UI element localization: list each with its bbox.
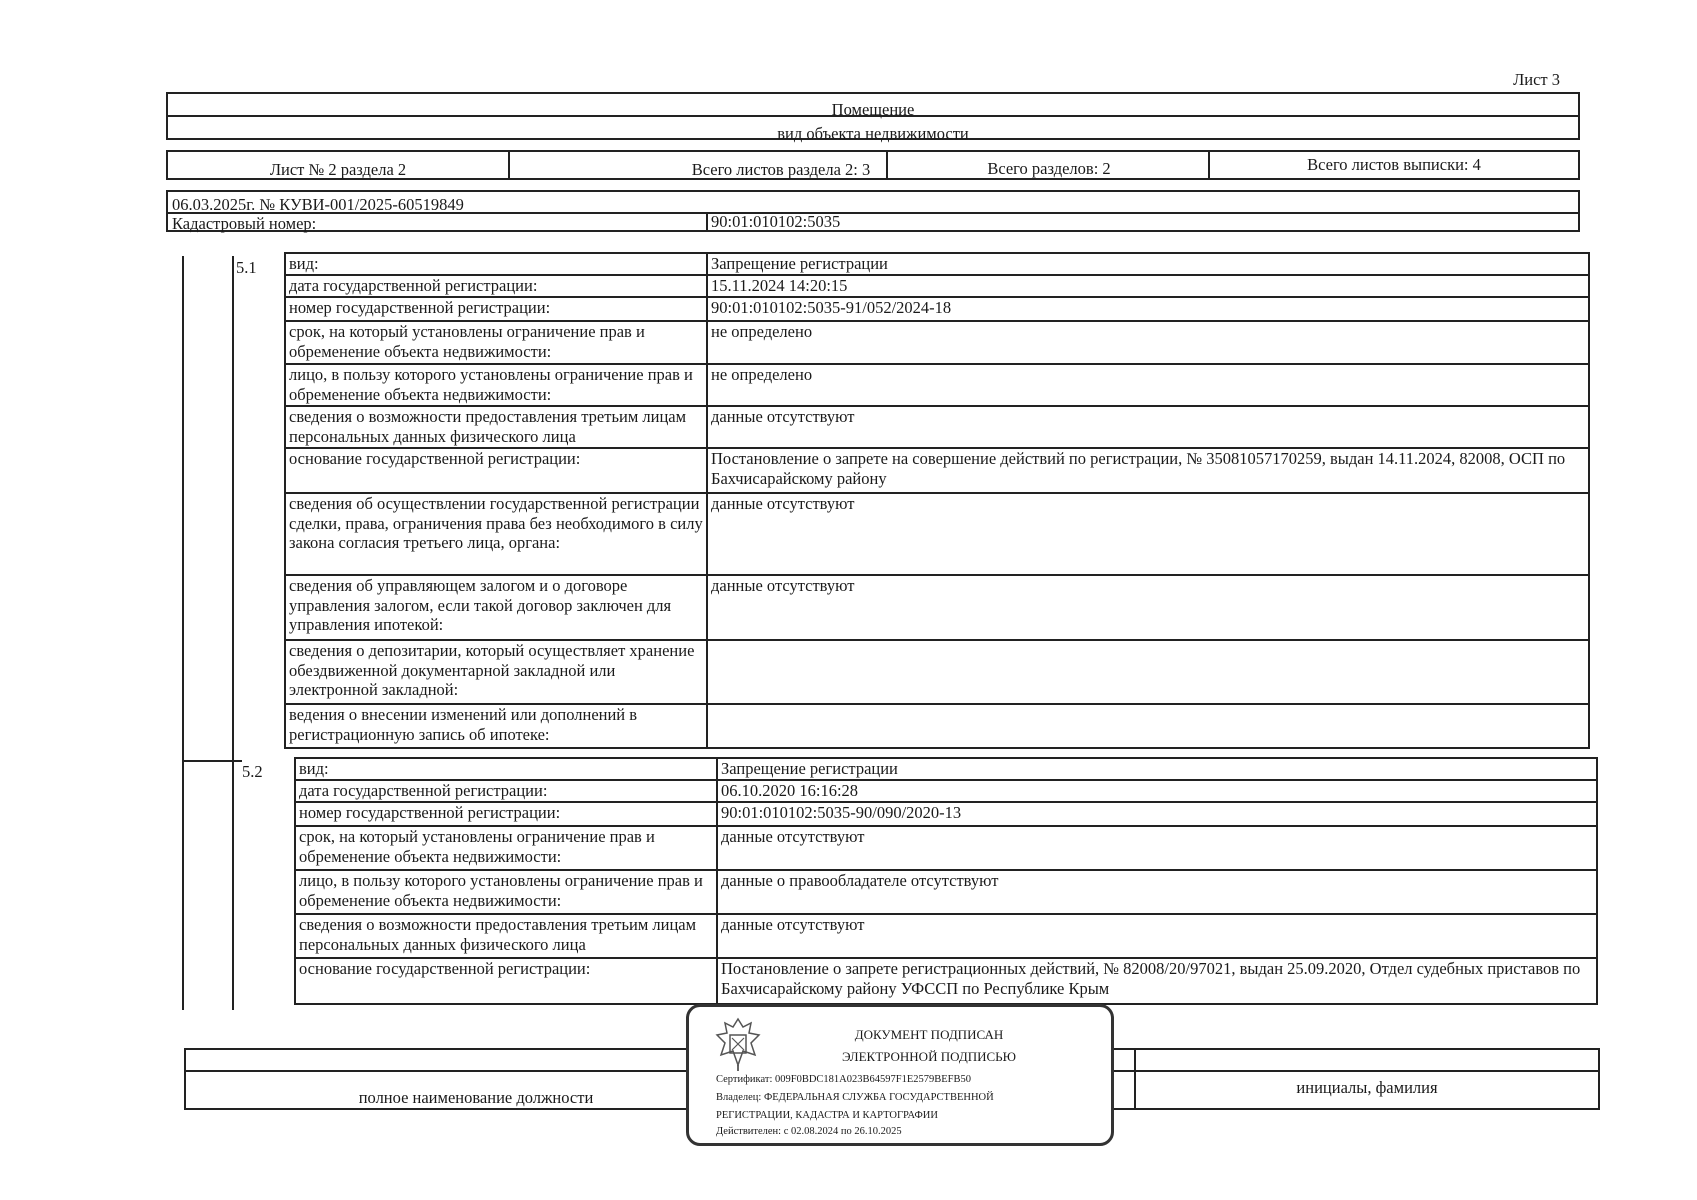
entry-number: 5.2: [242, 762, 263, 781]
row-value: Запрещение регистрации: [717, 758, 1597, 780]
row-label: дата государственной регистрации:: [295, 780, 717, 802]
stamp-certificate: Сертификат: 009F0BDC181A023B64597F1E2579BEFB50: [716, 1074, 972, 1085]
total-sheets-extract: Всего листов выписки: 4: [1307, 155, 1481, 174]
stamp-valid: Действителен: с 02.08.2024 по 26.10.2025: [716, 1126, 902, 1137]
row-label: ведения о внесении изменений или дополнений в регистрационную запись об ипотеке:: [285, 704, 707, 748]
row-value: не определено: [707, 364, 1589, 406]
row-label: номер государственной регистрации:: [285, 297, 707, 321]
row-value: данные отсутствуют: [717, 914, 1597, 958]
stamp-line-1: ДОКУМЕНТ ПОДПИСАН: [854, 1027, 1004, 1042]
row-value: Запрещение регистрации: [707, 253, 1589, 275]
row-label: дата государственной регистрации:: [285, 275, 707, 297]
row-label: лицо, в пользу которого установлены ограничение прав и обременение объекта недвижимости:: [295, 870, 717, 914]
entry-number: 5.1: [236, 258, 257, 277]
doc-ref: 06.03.2025г. № КУВИ-001/2025-60519849: [172, 195, 464, 214]
object-name: Помещение: [831, 100, 915, 119]
entry-separator: [182, 760, 242, 762]
e-signature-stamp: [686, 1004, 1114, 1146]
sheet-of-section: Лист № 2 раздела 2: [269, 160, 407, 179]
row-label: вид:: [285, 253, 707, 275]
left-frame-line: [182, 256, 184, 1010]
row-label: вид:: [295, 758, 717, 780]
row-label: срок, на который установлены ограничение прав и обременение объекта недвижимости:: [285, 321, 707, 364]
row-label: лицо, в пользу которого установлены ограничение прав и обременение объекта недвижимости:: [285, 364, 707, 406]
row-value: не определено: [707, 321, 1589, 364]
total-sheets-section: Всего листов раздела 2: 3: [691, 160, 871, 179]
entry-table-5-2: [294, 757, 1598, 1005]
stamp-owner: Владелец: ФЕДЕРАЛЬНАЯ СЛУЖБА ГОСУДАРСТВЕННОЙ: [716, 1092, 994, 1103]
object-type-caption: вид объекта недвижимости: [777, 124, 969, 143]
sheet-info-row: [166, 150, 1580, 180]
num-frame-line: [232, 256, 234, 1010]
stamp-line-2: ЭЛЕКТРОННОЙ ПОДПИСЬЮ: [842, 1049, 1016, 1064]
cadastral-number: 90:01:010102:5035: [711, 212, 841, 231]
row-label: сведения о возможности предоставления третьим лицам персональных данных физического лица: [295, 914, 717, 958]
entry-table-5-1: [284, 252, 1590, 749]
row-value: данные о правообладателе отсутствуют: [717, 870, 1597, 914]
row-label: сведения об управляющем залогом и о договоре управления залогом, если такой договор заключен для управления ипотекой:: [285, 575, 707, 640]
row-value: Постановление о запрете на совершение действий по регистрации, № 35081057170259, выдан 14.11.2024, 82008, ОСП по Бахчисарайскому району: [707, 448, 1589, 493]
stamp-owner-2: РЕГИСТРАЦИИ, КАДАСТРА И КАРТОГРАФИИ: [716, 1110, 938, 1121]
coat-of-arms-icon: [713, 1015, 763, 1071]
row-value: 06.10.2020 16:16:28: [717, 780, 1597, 802]
row-value: 90:01:010102:5035-90/090/2020-13: [717, 802, 1597, 826]
row-value: 15.11.2024 14:20:15: [707, 275, 1589, 297]
row-value: [707, 704, 1589, 748]
row-label: основание государственной регистрации:: [295, 958, 717, 1004]
row-label: сведения о депозитарии, который осуществляет хранение обездвиженной документарной закладной или электронной закладной:: [285, 640, 707, 704]
row-value: [707, 640, 1589, 704]
position-caption: полное наименование должности: [358, 1088, 594, 1107]
row-label: сведения о возможности предоставления третьим лицам персональных данных физического лица: [285, 406, 707, 448]
row-label: основание государственной регистрации:: [285, 448, 707, 493]
row-value: Постановление о запрете регистрационных действий, № 82008/20/97021, выдан 25.09.2020, Отдел судебных приставов по Бахчисарайскому району УФССП по Республике Крым: [717, 958, 1597, 1004]
sheet-label: Лист 3: [1513, 70, 1560, 89]
object-header: [166, 92, 1580, 143]
row-value: данные отсутствуют: [707, 406, 1589, 448]
row-value: данные отсутствуют: [707, 575, 1589, 640]
row-label: сведения об осуществлении государственной регистрации сделки, права, ограничения права без необходимого в силу закона согласия третьего лица, органа:: [285, 493, 707, 575]
row-value: данные отсутствуют: [707, 493, 1589, 575]
row-value: 90:01:010102:5035-91/052/2024-18: [707, 297, 1589, 321]
doc-ref-block: [166, 190, 1580, 232]
row-label: срок, на который установлены ограничение прав и обременение объекта недвижимости:: [295, 826, 717, 870]
row-label: номер государственной регистрации:: [295, 802, 717, 826]
name-caption: инициалы, фамилия: [1296, 1078, 1438, 1097]
row-value: данные отсутствуют: [717, 826, 1597, 870]
total-sections: Всего разделов: 2: [987, 159, 1111, 178]
cadastral-label: Кадастровый номер:: [172, 214, 317, 233]
